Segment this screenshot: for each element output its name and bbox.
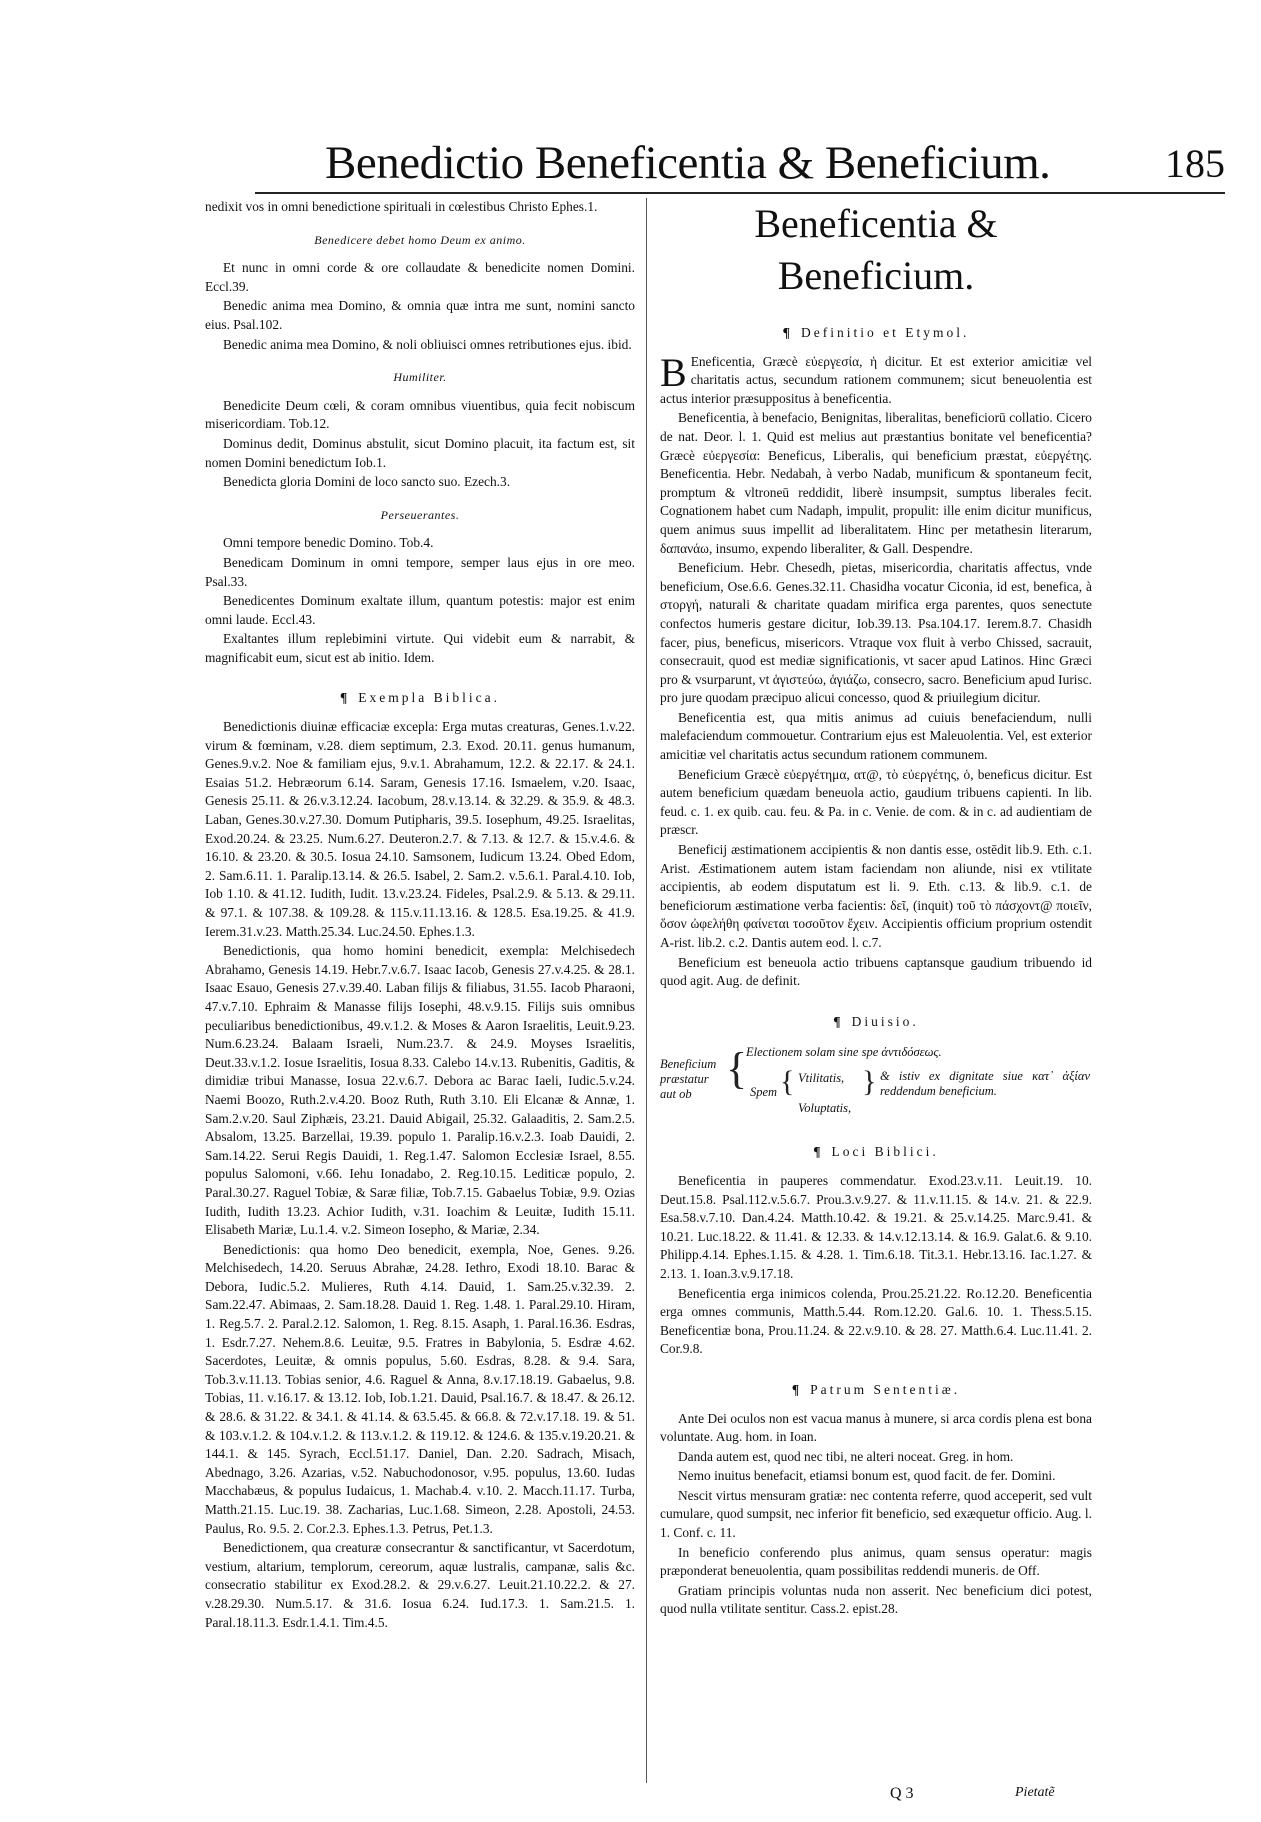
paragraph: Exaltantes illum replebimini virtute. Qui videbit eum & narrabit, & magnificabit eum, sicut est ab initio. Idem.: [205, 631, 635, 665]
paragraph: Et nunc in omni corde & ore collaudate & benedicite nomen Domini. Eccl.39.: [205, 260, 635, 294]
paragraph: Beneficij æstimationem accipientis & non dantis esse, ostēdit lib.9. Eth. c.1. Arist. Æstimationem autem istam faciendam non aliunde, nisi ex vtilitate accipientis, ab eodem disputatum est li. 9. Eth. c.13. & lib.9. c.1. de beneficiorum æstimatione verba facientis: δεῖ, (inquit) τοῦ τὸ πάσχοντ@ ποιεῖν, ὅσον ὠφελήθη φαίνεται τοσοῦτον ἔχειν. Accipientis officium proprium ostendit A-rist. lib.2. c.2. Dantis autem eod. l. c.7.: [660, 842, 1092, 950]
paragraph: Benedictionis diuinæ efficaciæ excepla: Erga mutas creaturas, Genes.1.v.22. virum & fœminam, v.28. diem septimum, 2.3. Exod. 20.11. genus humanum, Genes.9.v.2. Noe & familiam ejus, 9.v.1. Abrahamum, 12.2. & 22.17. & 24.1. Esaias 51.2. Hebræorum 6.14. Saram, Genesis 17.16. Ismaelem, v.20. Isaac, Genesis 25.11. & 26.v.3.12.24. Iacobum, 28.v.13.14. & 32.29. & 35.9. & 48.3. Laban, Genes.30.v.27.30. Domum Putipharis, 39.5. Iosephum, 49.25. Israelitas, Exod.20.24. & 23.25. Num.6.27. Deuteron.2.7. & 7.13. & 12.7. & 15.v.4.6. & 16.10. & 23.20. & 30.5. Iosua 24.10. Samsonem, Iudicum 13.24. Obed Edom, 2. Sam.6.11. 1. Paralip.13.14. & 26.5. Isabel, 2. Sam.2. v.5.6.1. Paral.4.10. Iob, Iob 1.10. & 41.12. Iudith, Iudit. 13.v.23.24. Fideles, Psal.2.9. & 5.13. & 29.11. & 97.1. & 107.38. & 109.28. & 115.v.11.13.16. & 128.5. Esa.19.25. & 41.9. Ierem.31.v.23. Matth.25.34. Luc.24.50. Ephes.1.3.: [205, 719, 635, 939]
page-number: 185: [1165, 141, 1225, 186]
drop-cap: B: [660, 349, 687, 395]
paragraph: Beneficentia, à benefacio, Benignitas, liberalitas, beneficiorū collatio. Cicero de nat. Deor. l. 1. Quid est melius aut præstantius bonitate vel beneficentia? Græcè εὐεργεσία: Beneficus, Liberalis, qui beneficium præstat, εὐεργέτης. Beneficentia. Hebr. Nedabah, à verbo Nadab, munificum & spontaneum fecit, promptum & vltroneū reddidit, liberè insumpsit, sumptus liberales fecit. Cognationem habet cum Nadaph, impulit, propulit: ille enim dicitur munificus, quem animus suus impellit ad liberalitatem. Hinc per metathesin literarum, δαπανάω, insumo, expendo liberaliter, & Gall. Despendre.: [660, 410, 1092, 556]
paragraph: Danda autem est, quod nec tibi, ne alteri noceat. Greg. in hom.: [678, 1448, 1014, 1464]
paragraph: Benedictionis: qua homo Deo benedicit, exempla, Noe, Genes. 9.26. Melchisedech, 14.20. Seruus Abrahæ, 24.28. Iethro, Exodi 18.10. Barac & Debora, Iudic.5.2. Mulieres, Ruth 4.14. Dauid, 1. Sam.25.v.32.39. 2. Sam.22.47. Abimaas, 2. Sam.18.28. Dauid 1. Reg. 1.48. 1. Paral.29.10. Hiram, 1. Reg.5.7. 2. Paral.2.12. Salomon, 1. Reg. 8.15. Asaph, 1. Paral.16.36. Esdras, 1. Esdr.7.27. Nehem.8.6. Leuitæ, 9.5. Fratres in Babylonia, 5. Esdræ 4.62. Sacerdotes, Leuitæ, & omnis populus, 5.60. Esdras, 8.28. & 9.4. Sara, Tob.3.v.11.13. Tobias senior, 4.6. Raguel & Anna, 8.v.17.18.19. Gabaelus, 9.8. Tobias, 11. v.16.17. & 13.12. Iob, Iob.1.21. Dauid, Psal.16.7. & 18.47. & 26.12. & 28.6. & 31.22. & 34.1. & 41.14. & 63.5.45. & 66.8. & 72.v.17.18. 19. & 51. & 103.v.1.2. & 104.v.1.2. & 113.v.1.2. & 119.12. & 124.6. & 135.v.19.20.21. & 144.1. & 145. Syrach, Eccl.51.17. Daniel, Dan. 2.20. Sadrach, Misach, Abednago, 3.26. Azarias, v.52. Nabuchodonosor, v.95. populus, 13.60. Iudas Macchabæus, & populus Iudaicus, 1. Machab.4. v.10. 2. Macch.11.17. Turba, Matth.21.15. Luc.19. 38. Zacharias, Luc.1.68. Simeon, 2.28. Apostoli, 24.53. Paulus, Ro. 9.5. 2. Cor.2.3. Ephes.1.3. Petrus, Pet.1.3.: [205, 1241, 635, 1536]
paragraph: B Eneficentia, Græcè εὐεργεσία, ἡ dicitur. Et est exterior amicitiæ vel charitatis actus, secundum rationem communem; sicut beneuolentia est actus interior præsuppositus à beneficentia.: [660, 349, 1092, 406]
section-heading: ¶ Definitio et Etymol.: [782, 325, 970, 340]
subheading: Perseuerantes.: [380, 507, 460, 522]
catchword: Pietatẽ: [1015, 1785, 1055, 1800]
paragraph: Nemo inuitus benefacit, etiamsi bonum est, quod facit. de fer. Domini.: [678, 1468, 1056, 1484]
paragraph: Beneficium est beneuola actio tribuens captansque gaudium tribuendo id quod agit. Aug. de definit.: [660, 954, 1092, 989]
page-header: [255, 128, 1225, 194]
paragraph: Benedicta gloria Domini de loco sancto suo. Ezech.3.: [223, 474, 511, 490]
diagram-voluptatis: Voluptatis,: [798, 1101, 852, 1116]
paragraph: Benedicentes Dominum exaltate illum, quantum potestis: major est enim omni laude. Eccl.43.: [205, 593, 635, 627]
paragraph: Beneficium. Hebr. Chesedh, pietas, misericordia, charitatis affectus, vnde beneficium, Ose.6.6. Genes.32.11. Chasidha vocatur Ciconia, id est, benefica, à στοργή, naturali & charitate quadam mirifica erga parentes, quos senectute confectos humeris gestare dicitur, Iob.39.13. Psa.104.17. Ierem.8.7. Chasidh facer, pius, beneficus, misericors. Vtraque vox fluit à verbo Chissed, sacrauit, consecrauit, quod est mediæ significationis, vt sacer apud Latinos. Hinc Græci pro & vsurparunt, vt ἁγιστεύω, ἁγιάζω, consecro, sacro. Beneficium apud Iurisc. pro jure quodam præcipuo alicui concesso, quod & priuilegium dicitur.: [660, 560, 1092, 706]
paragraph: Benedicite Deum cœli, & coram omnibus viuentibus, quia fecit nobiscum misericordiam. Tob.12.: [205, 397, 635, 432]
signature-mark: Q 3: [890, 1785, 914, 1802]
diagram-branch-spem: Spem: [750, 1085, 778, 1100]
subheading: Humiliter.: [393, 370, 447, 385]
paragraph: Benedicam Dominum in omni tempore, semper laus ejus in ore meo. Psal.33.: [205, 554, 635, 589]
division-diagram: [660, 1041, 1092, 1121]
pilcrow-icon: ¶: [791, 1381, 803, 1397]
paragraph: Beneficentia est, qua mitis animus ad cuiuis benefaciendum, nulli malefaciendum commouetur. Contrarium ejus est Maleuolentia. Vel, est exterior amicitiæ vel charitatis actus secundum rationem communem.: [660, 709, 1092, 763]
pilcrow-icon: ¶: [782, 325, 793, 340]
section-heading: ¶ Loci Biblici.: [813, 1144, 939, 1160]
subheading: Benedicere debet homo Deum ex animo.: [314, 232, 526, 247]
brace-icon: }: [862, 1065, 877, 1099]
section-heading: ¶ Patrum Sententiæ.: [791, 1381, 961, 1397]
paragraph: Benedictionis, qua homo homini benedicit, exempla: Melchisedech Abrahamo, Genesis 14.19. Hebr.7.v.6.7. Isaac Iacob, Genesis 27.v.4.25. & 28.1. Isaac Esauo, Genesis 27.v.39.40. Laban filijs & filiabus, 31.55. Iacob Pharaoni, 47.v.7.10. Ephraim & Manasse filijs Iosephi, 48.v.9.15. Filijs suis omnibus peculiaribus benedictionibus, 49.v.1.2. & Moses & Aaron Israelitis, Leuit.9.23. Num.6.23.24. Balaam Israeli, Num.23.7. & 24.9. Moyses Israelitis, Deut.33.v.1.2. Iosue Israelitis, Iosua 8.33. Calebo 14.v.13. Rubenitis, Gaditis, & dimidiæ tribui Manasse, Iosua 22.v.6.7. Debora ac Barac Iaeli, Iudic.5.v.24. Naemi Boozo, Ruth.2.v.4.20. Booz Ruth, Ruth 3.10. Eli Elcanæ & Annæ, 1. Sam.2.v.20. Saul Ziphæis, 23.21. Dauid Abigail, 25.32. Galaaditis, 2. Sam.2.5. Absalom, 13.25. Barzellai, 19.39. populo 1. Paralip.16.v.2.3. Ioab Dauidi, 2. Sam.14.22. Serui Regis Dauidi, 1. Reg.1.47. Salomon Ecclesiæ Israel, 8.55. populus Salomoni, v.66. Iehu Ionadabo, 2. Reg.10.15. Lediticæ populo, 2. Paral.30.27. Raguel Tobiæ, & Saræ filiæ, Tob.7.15. Gabaelus Tobiæ, 9.9. Ozias Iudith, Iudith 13.23. Achior Iudith, v.31. Ioachim & Leuitæ, Iudith 15.11. Elisabeth Mariæ, Lu.1.4. v.2. Simeon Iosepho, & Mariæ, 2.34.: [205, 943, 635, 1238]
paragraph: Omni tempore benedic Domino. Tob.4.: [223, 535, 434, 551]
paragraph: Beneficentia in pauperes commendatur. Exod.23.v.11. Leuit.19. 10. Deut.15.8. Psal.112.v.5.6.7. Prou.3.v.9.27. & 11.v.11.15. & 14.v. 21. & 22.9. Esa.58.v.7.10. Dan.4.24. Matth.10.42. & 19.21. & 25.v.14.25. Marc.9.41. & 10.21. Luc.18.22. & 11.41. & 12.33. & 14.v.12.13.14. & 16.9. Galat.6. & 9.10. Philipp.4.14. Ephes.1.15. & 4.28. 1. Tim.6.18. Tit.3.1. Hebr.13.16. Iac.1.27. & 2.13. 1. Ioan.3.v.9.17.18.: [660, 1172, 1092, 1281]
right-column: [660, 198, 1092, 1620]
paragraph: Benedic anima mea Domino, & noli obliuisci omnes retributiones ejus. ibid.: [223, 336, 632, 352]
left-column: [205, 198, 635, 1633]
brace-icon: {: [726, 1044, 748, 1094]
article-title: Beneficentia & Beneficium.: [754, 201, 998, 298]
diagram-leaf: & istiv ex dignitate siue κατ᾽ ἀξίαν reddendum beneficium.: [880, 1069, 1090, 1099]
running-title: Benedictio Beneficentia & Beneficium.: [325, 137, 1051, 189]
pilcrow-icon: ¶: [339, 690, 351, 706]
brace-icon: {: [780, 1065, 795, 1099]
diagram-root: Beneficium præstatur aut ob: [660, 1057, 717, 1102]
paragraph: Beneficentia erga inimicos colenda, Prou.25.21.22. Ro.12.20. Beneficentia erga omnes communis, Matth.5.44. Rom.12.20. Gal.6. 10. 1. Thess.5.15. Beneficentiæ bona, Prou.11.24. & 22.v.9.10. & 28. 27. Matth.6.4. Luc.11.41. 2. Cor.9.8.: [660, 1285, 1092, 1357]
pilcrow-icon: ¶: [833, 1013, 844, 1029]
paragraph: Benedic anima mea Domino, & omnia quæ intra me sunt, nomini sancto eius. Psal.102.: [205, 298, 635, 332]
paragraph: Nescit virtus mensuram gratiæ: nec contenta referre, quod acceperit, sed vult cumulare, quod sumpsit, nec inferior fit beneficio, sed exæquetur officio. Aug. l. 1. Conf. c. 11.: [660, 1487, 1092, 1541]
paragraph: Gratiam principis voluntas nuda non asserit. Nec beneficium dici potest, quod nulla vtilitate sentitur. Cass.2. epist.28.: [660, 1582, 1092, 1617]
paragraph: Benedictionem, qua creaturæ consecrantur & sanctificantur, vt Sacerdotum, vestium, altarium, templorum, cereorum, aquæ lustralis, campanæ, salis &c. consecratio stabilitur ex Exod.28.2. & 29.v.6.27. Leuit.21.10.22.2. & 27. v.28.29.30. Num.5.17. & 31.6. Iosua 6.24. Iud.17.3. 1. Sam.21.5. 1. Paral.18.11.3. Esdr.1.4.1. Tim.4.5.: [205, 1540, 635, 1630]
diagram-branch-electionem: Electionem solam sine spe ἀντιδόσεως.: [746, 1045, 942, 1060]
paragraph: Ante Dei oculos non est vacua manus à munere, si arca cordis plena est bona voluntate. Aug. hom. in Ioan.: [660, 1410, 1092, 1445]
section-heading: ¶ Exempla Biblica.: [339, 690, 501, 706]
diagram-utilitatis: Vtilitatis,: [798, 1071, 845, 1086]
paragraph: Dominus dedit, Dominus abstulit, sicut Domino placuit, ita factum est, sit nomen Domini benedictum Iob.1.: [205, 435, 635, 470]
paragraph: Beneficium Græcè εὐεργέτημα, ατ@, τὸ εὐεργέτης, ὁ, beneficus dicitur. Est autem beneficium quædam beneuola actio, gaudium tribuens capienti. In lib. feud. c. 1. ex quib. cau. feu. & Pa. in c. Venie. de com. & in c. ad audientiam de præscr.: [660, 766, 1092, 838]
column-divider: [646, 198, 647, 1783]
paragraph: In beneficio conferendo plus animus, quam sensus operatur: magis præponderat beneuolentia, quam possibilitas reddendi muneris. de Off.: [660, 1544, 1092, 1579]
pilcrow-icon: ¶: [813, 1144, 824, 1160]
paragraph: nedixit vos in omni benedictione spirituali in cœlestibus Christo Ephes.1.: [205, 199, 598, 214]
section-heading: ¶ Diuisio.: [833, 1013, 919, 1029]
